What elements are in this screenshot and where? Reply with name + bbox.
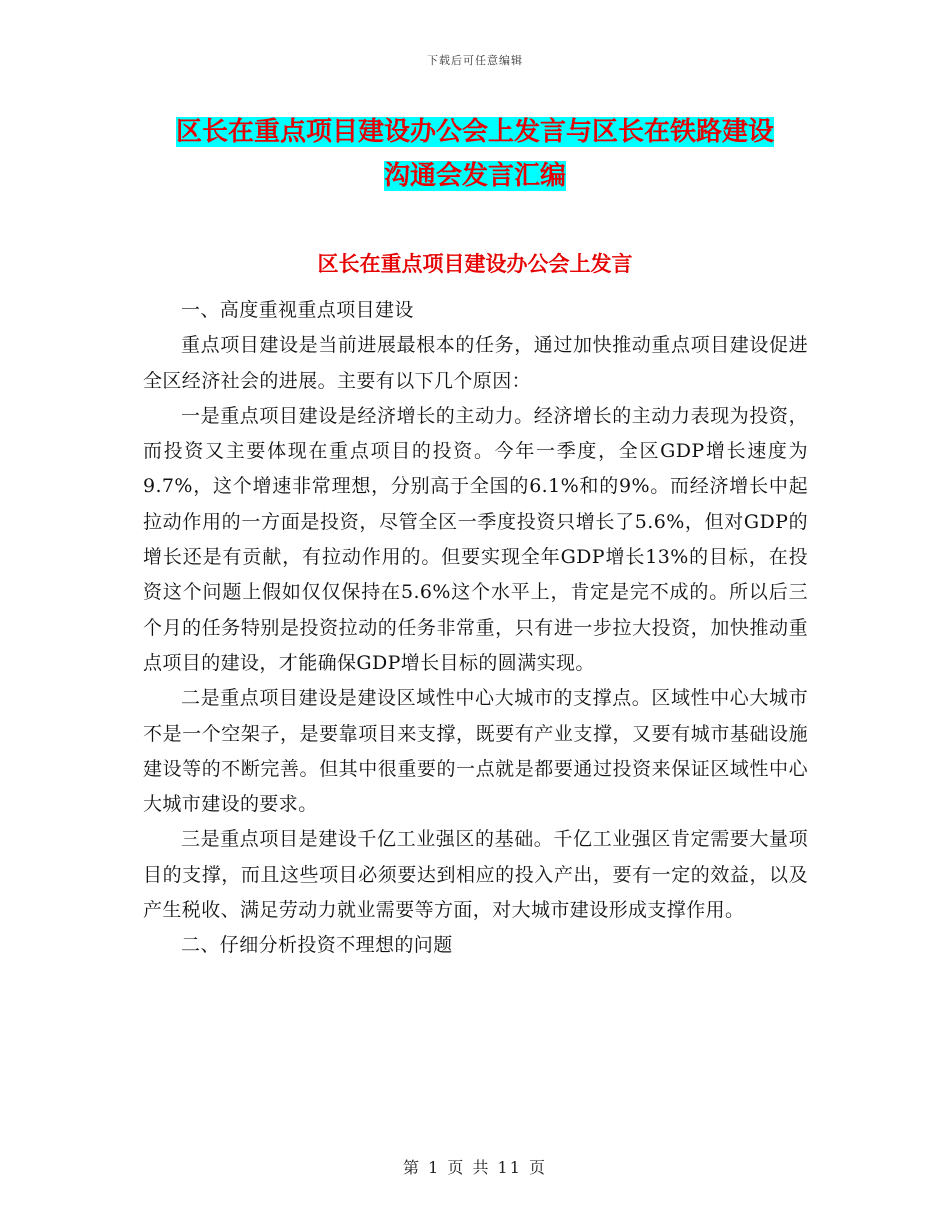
paragraph: 二是重点项目建设是建设区域性中心大城市的支撑点。区域性中心大城市不是一个空架子，是要靠项目来支撑，既要有产业支撑，又要有城市基础设施建设等的不断完善。但其中很重要的一点就是都要通过投资来保证区域性中心大城市建设的要求。 (143, 687, 808, 816)
section-title: 区长在重点项目建设办公会上发言 (317, 252, 633, 276)
heading-2: 二、仔细分析投资不理想的问题 (181, 934, 453, 957)
document-title-line-1: 区长在重点项目建设办公会上发言与区长在铁路建设 (175, 117, 774, 147)
page-footer: 第 1 页 共 11 页 (403, 1158, 547, 1177)
page-header: 下载后可任意编辑 (427, 54, 523, 67)
paragraph: 一是重点项目建设是经济增长的主动力。经济增长的主动力表现为投资，而投资又主要体现在重点项目的投资。今年一季度，全区GDP增长速度为9.7%，这个增速非常理想，分别高于全国的6.1%和的9%。而经济增长中起拉动作用的一方面是投资，尽管全区一季度投资只增长了5.6%，但对GDP的增长还是有贡献，有拉动作用的。但要实现全年GDP增长13%的目标，在投资这个问题上假如仅仅保持在5.6%这个水平上，肯定是完不成的。所以后三个月的任务特别是投资拉动的任务非常重，只有进一步拉大投资，加快推动重点项目的建设，才能确保GDP增长目标的圆满实现。 (143, 404, 808, 674)
paragraph: 三是重点项目是建设千亿工业强区的基础。千亿工业强区肯定需要大量项目的支撑，而且这些项目必须要达到相应的投入产出，要有一定的效益，以及产生税收、满足劳动力就业需要等方面，对大城市建设形成支撑作用。 (143, 828, 808, 922)
document-body (143, 293, 808, 964)
paragraph: 重点项目建设是当前进展最根本的任务，通过加快推动重点项目建设促进全区经济社会的进展。主要有以下几个原因： (143, 334, 808, 392)
heading-1: 一、高度重视重点项目建设 (181, 299, 414, 321)
document-title-line-2: 沟通会发言汇编 (383, 161, 566, 191)
document-title (145, 110, 805, 198)
